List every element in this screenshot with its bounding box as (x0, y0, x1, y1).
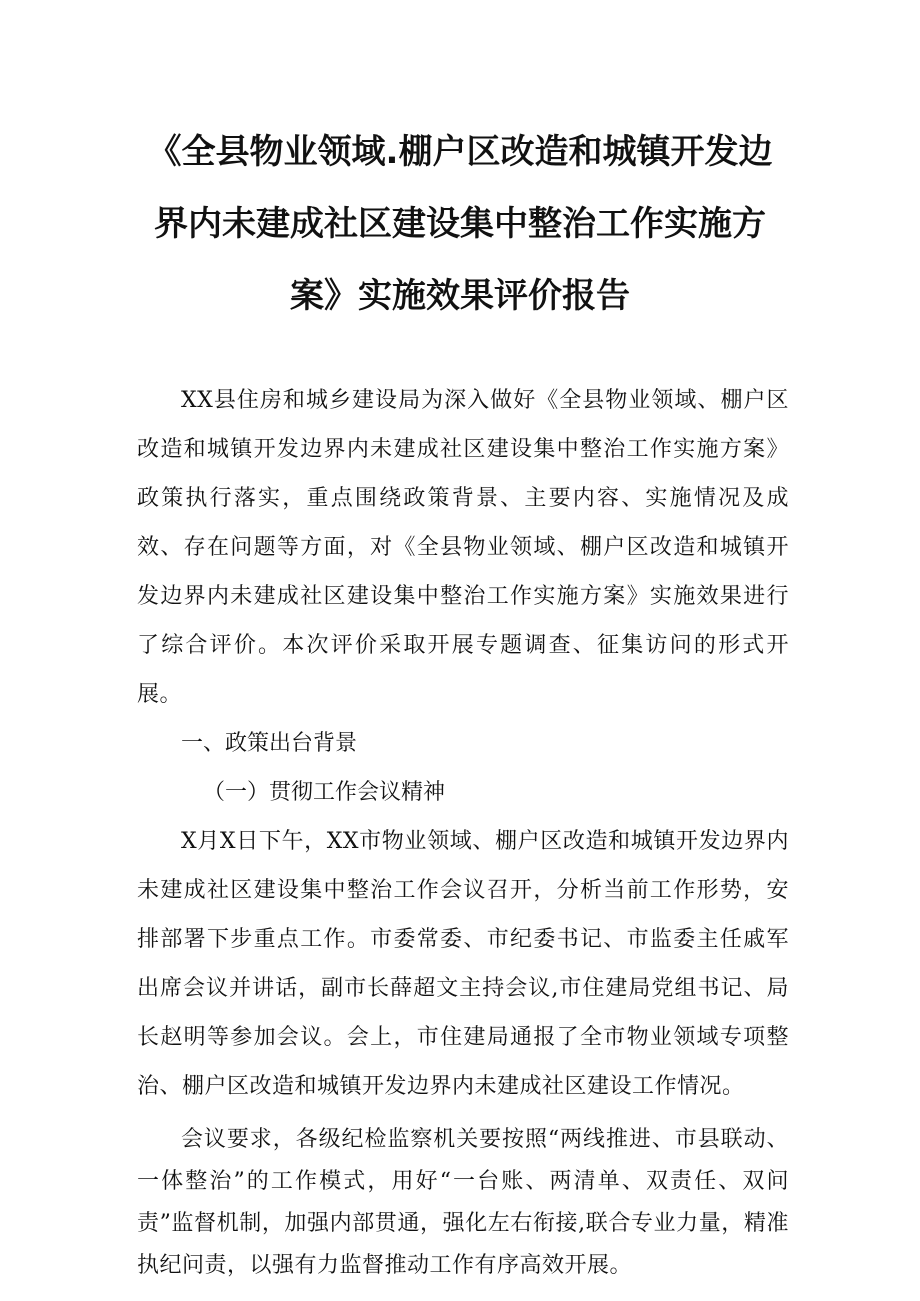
section-heading-background: 一、政策出台背景 (181, 731, 358, 756)
document-body (137, 376, 789, 1287)
intro-paragraph: XX县住房和城乡建设局为深入做好《全县物业领域、棚户区改造和城镇开发边界内未建成社区建设集中整治工作实施方案》政策执行落实，重点围绕政策背景、主要内容、实施情况及成效、存在问题等方面，对《全县物业领域、棚户区改造和城镇开发边界内未建成社区建设集中整治工作实施方案》实施效果进行了综合评价。本次评价采取开展专题调查、征集访问的形式开展。 (137, 388, 789, 707)
title-line-2: 界内未建成社区建设集中整治工作实施方 (154, 204, 766, 244)
title-line-1: 《全县物业领域.棚户区改造和城镇开发边 (147, 132, 773, 172)
document-title (130, 116, 790, 332)
subsection-heading-meeting: （一）贯彻工作会议精神 (203, 780, 446, 805)
requirements-paragraph: 会议要求，各级纪检监察机关要按照“两线推进、市县联动、一体整治”的工作模式，用好“一台账、两清单、双责任、双问责”监督机制，加强内部贯通，强化左右衔接,联合专业力量，精准执纪问责，以强有力监督推动工作有序高效开展。 (137, 1127, 789, 1278)
title-line-3: 案》实施效果评价报告 (290, 276, 630, 316)
meeting-paragraph: X月X日下午，XX市物业领域、棚户区改造和城镇开发边界内未建成社区建设集中整治工作会议召开，分析当前工作形势，安排部署下步重点工作。市委常委、市纪委书记、市监委主任戚军出席会议并讲话，副市长薛超文主持会议,市住建局党组书记、局长赵明等参加会议。会上，市住建局通报了全市物业领域专项整治、棚户区改造和城镇开发边界内未建成社区建设工作情况。 (137, 829, 789, 1099)
